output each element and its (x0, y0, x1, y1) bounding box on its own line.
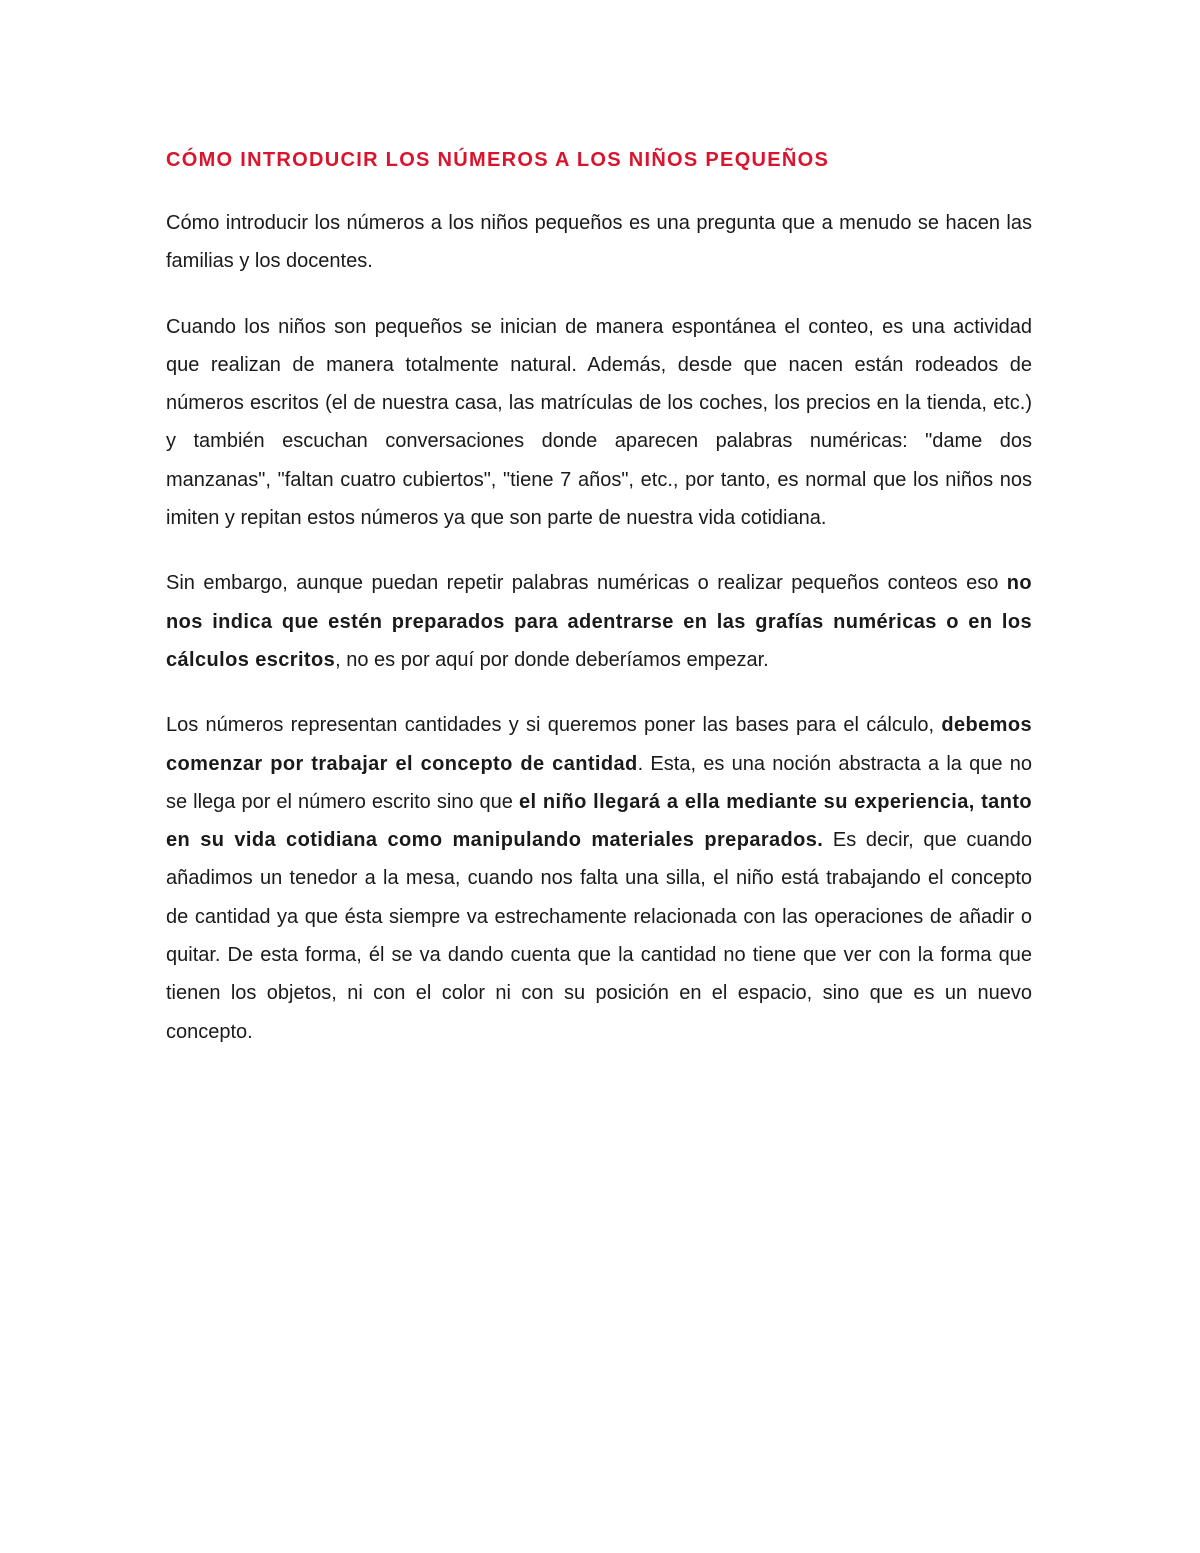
paragraph-text: Es decir, que cuando añadimos un tenedor a la mesa, cuando nos falta una silla, el niño está trabajando el concepto de cantidad ya que ésta siempre va estrechamente relacionada con las operaciones de añadir o quitar. De esta forma, él se va dando cuenta que la cantidad no tiene que ver con la forma que tienen los objetos, ni con el color ni con su posición en el espacio, sino que es un nuevo concepto. (166, 829, 1032, 1043)
paragraph-text: Cuando los niños son pequeños se inician de manera espontánea el conteo, es una actividad que realizan de manera totalmente natural. Además, desde que nacen están rodeados de números escritos (el de nuestra casa, las matrículas de los coches, los precios en la tienda, etc.) y también escuchan conversaciones donde aparecen palabras numéricas: "dame dos manzanas", "faltan cuatro cubiertos", "tiene 7 años", etc., por tanto, es normal que los niños nos imiten y repitan estos números ya que son parte de nuestra vida cotidiana. (166, 315, 1032, 530)
paragraph-text: Sin embargo, aunque puedan repetir palabras numéricas o realizar pequeños conteos eso (166, 572, 1007, 595)
paragraph-not-ready (166, 564, 1032, 679)
paragraph-spontaneous-counting (166, 308, 1032, 538)
bold-emphasis: no nos indica que estén preparados para adentrarse en las grafías numéricas o en los cálculos escritos (166, 572, 1032, 671)
paragraph-text: Los números representan cantidades y si queremos poner las bases para el cálculo, (166, 714, 942, 737)
paragraph-text: Cómo introducir los números a los niños pequeños es una pregunta que a menudo se hacen las familias y los docentes. (166, 212, 1032, 273)
document-title: CÓMO INTRODUCIR LOS NÚMEROS A LOS NIÑOS PEQUEÑOS (166, 149, 830, 171)
paragraph-text: , no es por aquí por donde deberíamos empezar. (335, 648, 769, 671)
paragraph-intro (166, 204, 1032, 281)
paragraph-text: . Esta, es una noción abstracta a la que no se llega por el número escrito sino que (166, 752, 1033, 813)
bold-emphasis: debemos comenzar por trabajar el concepto de cantidad (166, 714, 1032, 775)
document-page (166, 140, 1032, 1051)
paragraph-quantity-concept (166, 706, 1032, 1051)
bold-emphasis: el niño llegará a ella mediante su experiencia, tanto en su vida cotidiana como manipulando materiales preparados. (166, 790, 1032, 852)
